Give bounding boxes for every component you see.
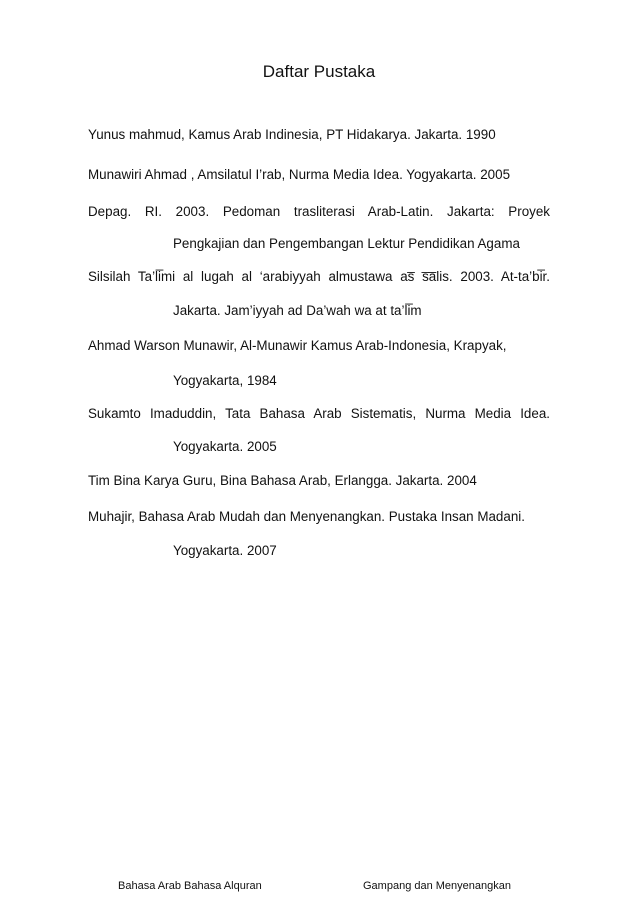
reference-1: Yunus mahmud, Kamus Arab Indinesia, PT Hidakarya. Jakarta. 1990 bbox=[88, 127, 496, 142]
reference-7: Tim Bina Karya Guru, Bina Bahasa Arab, Erlangga. Jakarta. 2004 bbox=[88, 473, 477, 488]
reference-5-continuation: Yogyakarta, 1984 bbox=[173, 373, 277, 388]
footer-left-text: Bahasa Arab Bahasa Alquran bbox=[118, 880, 262, 892]
reference-3-continuation: Pengkajian dan Pengembangan Lektur Pendidikan Agama bbox=[173, 236, 520, 251]
reference-3: Depag. RI. 2003. Pedoman trasliterasi Arab-Latin. Jakarta: Proyek bbox=[88, 204, 550, 219]
page-title: Daftar Pustaka bbox=[262, 62, 376, 81]
reference-8-continuation: Yogyakarta. 2007 bbox=[173, 543, 277, 558]
reference-6: Sukamto Imaduddin, Tata Bahasa Arab Sistematis, Nurma Media Idea. bbox=[88, 406, 550, 421]
reference-6-continuation: Yogyakarta. 2005 bbox=[173, 439, 277, 454]
reference-4-continuation: Jakarta. Jam’iyyah ad Da’wah wa at ta’li̅m bbox=[173, 303, 422, 318]
reference-2: Munawiri Ahmad , Amsilatul I’rab, Nurma Media Idea. Yogyakarta. 2005 bbox=[88, 167, 511, 182]
reference-5: Ahmad Warson Munawir, Al-Munawir Kamus Arab-Indonesia, Krapyak, bbox=[88, 338, 507, 353]
reference-4: Silsilah Ta’li̅mi al lugah al ‘arabiyyah almustawa as̅ s̅a̅lis. 2003. At-ta’bi̅r. bbox=[88, 269, 550, 284]
footer-right-text: Gampang dan Menyenangkan bbox=[363, 880, 511, 892]
reference-8: Muhajir, Bahasa Arab Mudah dan Menyenangkan. Pustaka Insan Madani. bbox=[88, 509, 525, 524]
